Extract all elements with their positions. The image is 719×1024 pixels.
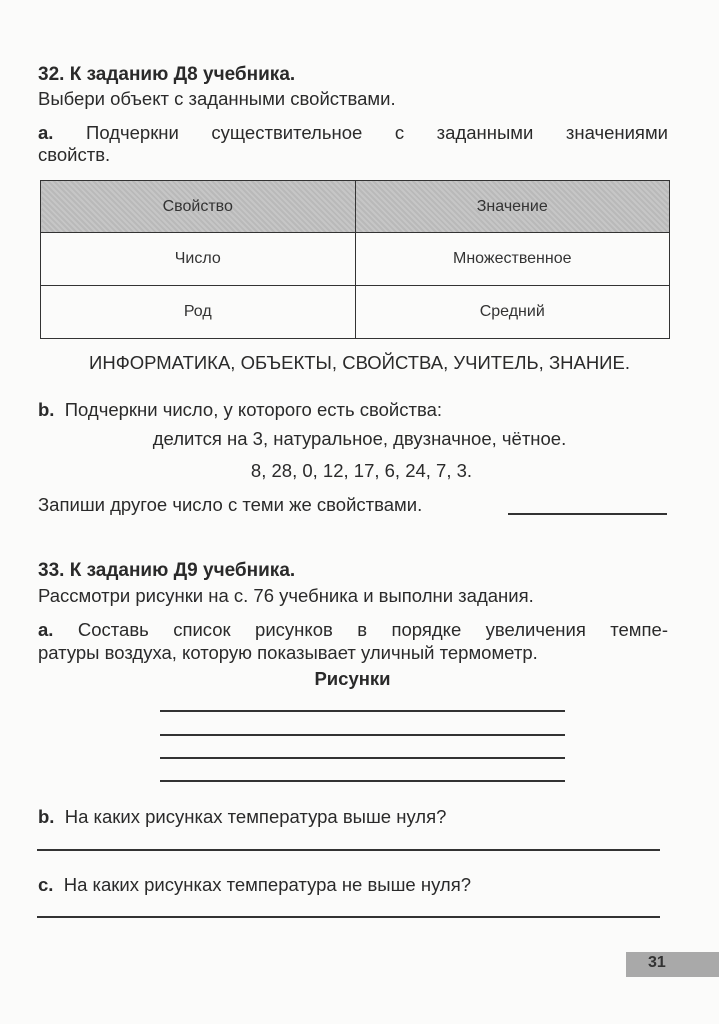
task-33b-text: На каких рисунках температура выше нуля? — [64, 806, 447, 827]
task-33-heading: 33. К заданию Д9 учебника. — [38, 560, 296, 581]
cell-value: Средний — [355, 286, 670, 339]
page-number-box — [626, 952, 719, 977]
number-list: 8, 28, 0, 12, 17, 6, 24, 7, 3. — [250, 460, 473, 481]
table-header-row — [41, 181, 670, 233]
answer-line[interactable] — [160, 734, 565, 736]
task-32a-line2: свойств. — [38, 144, 111, 165]
task-33c-line — [38, 874, 471, 896]
task-32b-text: Подчеркни число, у которого есть свойства: — [64, 399, 443, 420]
cell-property: Число — [41, 233, 356, 286]
answer-line[interactable] — [160, 757, 565, 759]
answer-line[interactable] — [37, 916, 660, 918]
task-32-heading: 32. К заданию Д8 учебника. — [38, 64, 296, 85]
task-32a-line1 — [38, 122, 668, 144]
table-row — [41, 286, 670, 339]
answer-line[interactable] — [37, 849, 660, 851]
part-marker: а. — [38, 122, 54, 143]
task-33-intro: Рассмотри рисунки на с. 76 учебника и выполни задания. — [38, 585, 534, 606]
answer-line[interactable] — [160, 710, 565, 712]
write-prompt: Запиши другое число с теми же свойствами. — [38, 494, 423, 515]
word-list: ИНФОРМАТИКА, ОБЪЕКТЫ, СВОЙСТВА, УЧИТЕЛЬ, ЗНАНИЕ. — [89, 352, 630, 373]
properties-table — [40, 180, 670, 339]
task-33b-line — [38, 806, 446, 828]
part-marker: b. — [38, 399, 55, 420]
task-33c-text: На каких рисунках температура не выше нуля? — [63, 874, 472, 895]
task-32-intro: Выбери объект с заданными свойствами. — [38, 88, 396, 109]
table-row — [41, 233, 670, 286]
cell-value: Множественное — [355, 233, 670, 286]
number-properties: делится на 3, натуральное, двузначное, чётное. — [152, 428, 567, 449]
header-value: Значение — [355, 181, 670, 233]
part-marker: b. — [38, 806, 55, 827]
answer-line[interactable] — [160, 780, 565, 782]
list-title: Рисунки — [314, 668, 391, 689]
task-33a-line1 — [38, 619, 668, 641]
task-33a-line2: ратуры воздуха, которую показывает уличный термометр. — [38, 642, 538, 663]
cell-property: Род — [41, 286, 356, 339]
answer-line[interactable] — [508, 513, 667, 515]
header-property: Свойство — [41, 181, 356, 233]
part-marker: а. — [38, 619, 54, 640]
task-32b-line — [38, 399, 442, 421]
task-33a-text: Составь список рисунков в порядке увеличения темпе- — [77, 619, 668, 640]
part-marker: c. — [38, 874, 54, 895]
page-number: 31 — [648, 954, 666, 971]
task-32a-text: Подчеркни существительное с заданными значениями — [86, 122, 669, 143]
